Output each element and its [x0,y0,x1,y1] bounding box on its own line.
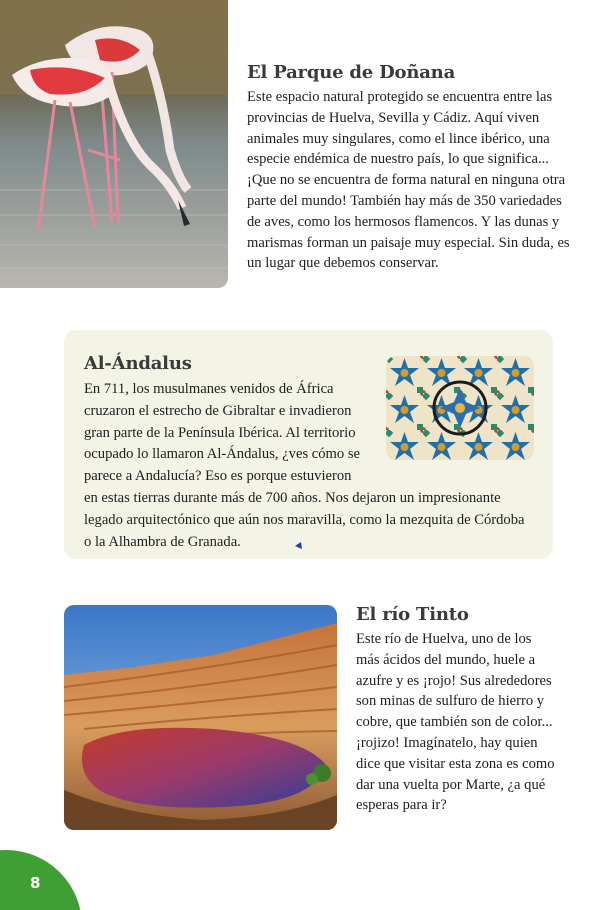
section-alandalus [64,330,553,559]
rio-tinto-photo [64,605,337,830]
mosaic-tile-photo [386,356,534,460]
donana-title: El Parque de Doñana [247,62,456,83]
page-number-badge [0,850,82,910]
text-cursor-icon [295,535,305,554]
alandalus-text-block [84,378,534,552]
section-donana [247,62,577,274]
flamingo-photo [0,0,228,288]
section-rio-tinto [356,604,556,816]
tinto-title: El río Tinto [356,604,469,625]
alandalus-title: Al-Ándalus [84,353,192,374]
page-number: 8 [30,874,41,892]
tinto-body: Este río de Huelva, uno de los más ácidos del mundo, huele a azufre y es ¡rojo! Sus alrededores son minas de sulfuro de hierro y cobre, que también son de color... ¡rojizo! Imagínatelo, hay quien dice que visitar esta zona es como dar una vuelta por Marte, ¿a qué esperas para ir? [356,631,555,814]
donana-body: Este espacio natural protegido se encuentra entre las provincias de Huelva, Sevilla y Cádiz. Aquí viven animales muy singulares, como el lince ibérico, una especie endémica de nuestro país, lo que significa... ¡Que no se encuentra de forma natural en ninguna otra parte del mundo! También hay más de 350 variedades de aves, como los hermosos flamencos. Y las dunas y marismas forman un paisaje muy especial. Sin duda, es un lugar que debemos conservar. [247,89,570,272]
alandalus-body: En 711, los musulmanes venidos de África cruzaron el estrecho de Gibraltar e invadieron gran parte de la Península Ibérica. Al territorio ocupado lo llamaron Al-Ándalus, ¿ves cómo se parece a Andalucía? Eso es porque estuvieron en estas tierras durante más de 700 años. Nos dejaron un impresionante legado arquitectónico que aún nos maravilla, como la mezquita de Córdoba o la Alhambra de Granada. [84,381,525,550]
